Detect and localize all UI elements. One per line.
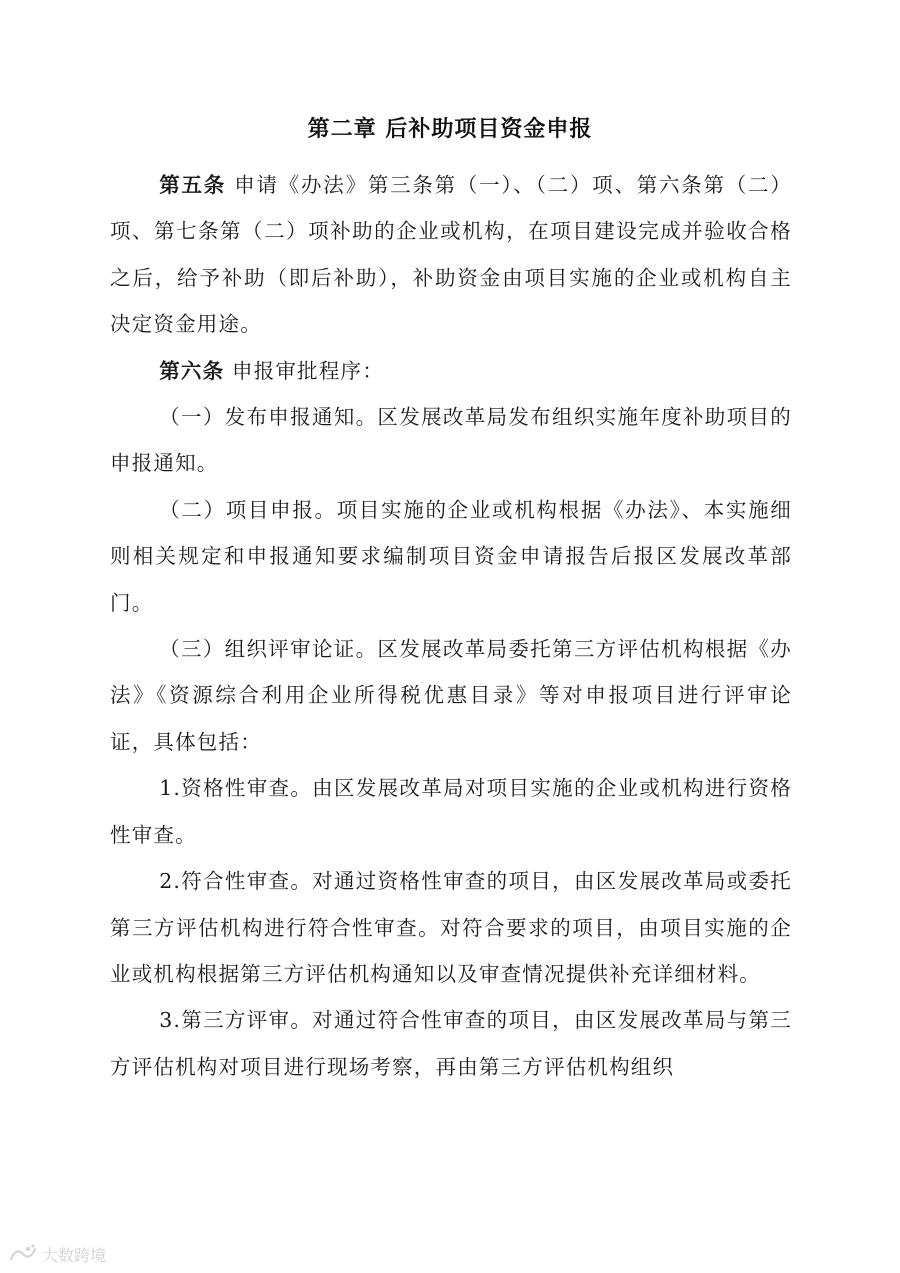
paragraph-text: （三）组织评审论证。区发展改革局委托第三方评估机构根据《办法》《资源综合利用企业所得税优惠目录》等对申报项目进行评审论证，具体包括： <box>110 637 792 754</box>
watermark-logo-icon <box>8 1243 38 1265</box>
paragraph-text: （二）项目申报。项目实施的企业或机构根据《办法》、本实施细则相关规定和申报通知要求编制项目资金申请报告后报区发展改革部门。 <box>110 497 792 615</box>
paragraph-item-1 <box>110 394 792 487</box>
chapter-title: 第二章 后补助项目资金申报 <box>307 117 593 142</box>
paragraph-article-6 <box>110 348 792 394</box>
paragraph-item-2 <box>110 487 792 626</box>
paragraph-item-3 <box>110 626 792 765</box>
paragraph-text: 申请《办法》第三条第（一）、（二）项、第六条第（二）项、第七条第（二）项补助的企业或机构，在项目建设完成并验收合格之后，给予补助（即后补助），补助资金由项目实施的企业或机构自主决定资金用途。 <box>110 173 792 337</box>
paragraph-text: 1.资格性审查。由区发展改革局对项目实施的企业或机构进行资格性审查。 <box>110 776 792 847</box>
paragraph-article-5 <box>110 162 792 348</box>
article-label: 第五条 <box>159 173 226 197</box>
watermark <box>8 1240 106 1268</box>
paragraph-subitem-3 <box>110 997 792 1090</box>
paragraph-subitem-1 <box>110 765 792 858</box>
paragraph-text: 2.符合性审查。对通过资格性审查的项目，由区发展改革局或委托第三方评估机构进行符合性审查。对符合要求的项目，由项目实施的企业或机构根据第三方评估机构通知以及审查情况提供补充详细材料。 <box>110 869 792 986</box>
watermark-text: 大数跨境 <box>42 1245 107 1265</box>
paragraph-text: （一）发布申报通知。区发展改革局发布组织实施年度补助项目的申报通知。 <box>110 405 792 476</box>
document-body <box>110 162 792 1090</box>
paragraph-text: 3.第三方评审。对通过符合性审查的项目，由区发展改革局与第三方评估机构对项目进行现场考察，再由第三方评估机构组织 <box>110 1008 792 1079</box>
paragraph-text: 申报审批程序： <box>224 358 384 383</box>
paragraph-subitem-2 <box>110 858 792 997</box>
article-label: 第六条 <box>159 358 225 383</box>
